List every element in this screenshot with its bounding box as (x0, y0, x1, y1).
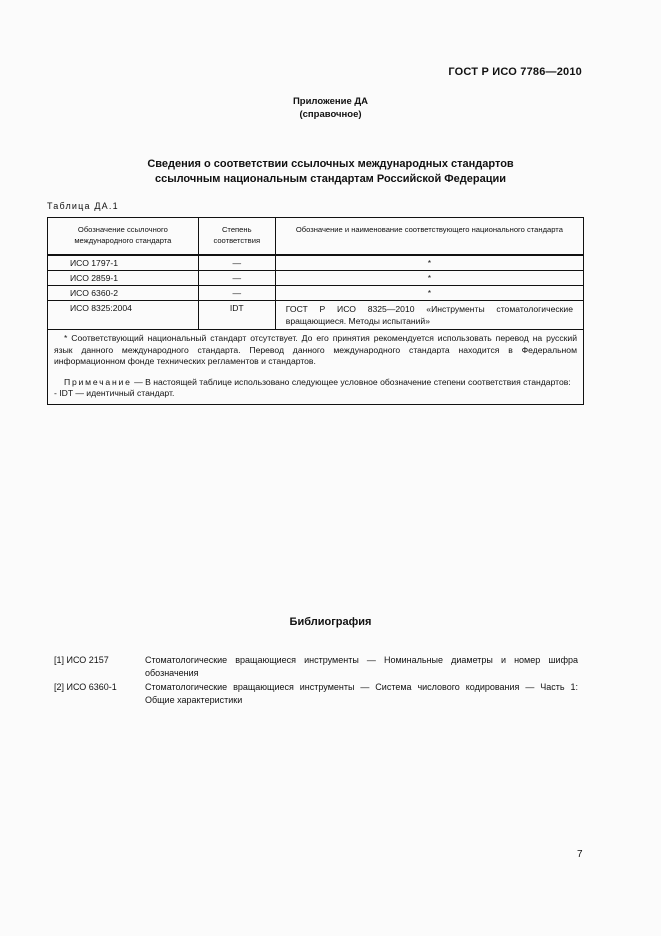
table-caption: Таблица ДА.1 (47, 201, 119, 211)
bibliography-item-text: Стоматологические вращающиеся инструменты — Система числового кодирования — Часть 1: Общие характеристики (145, 682, 578, 705)
annex-heading (0, 95, 661, 121)
cell-degree: IDT (198, 301, 275, 330)
bibliography-item-text: Стоматологические вращающиеся инструменты — Номинальные диаметры и номер шифра обозначения (145, 655, 578, 678)
note-text: — В настоящей таблице использовано следующее условное обозначение степени соответствия стандартов: (131, 376, 571, 387)
cell-ref: ИСО 8325:2004 (48, 301, 199, 330)
table-note (54, 377, 577, 389)
bibliography-item (54, 681, 578, 707)
bibliography-item (54, 654, 578, 680)
page-number: 7 (577, 849, 583, 860)
table-row (48, 301, 584, 330)
correspondence-table (47, 217, 584, 405)
bibliography-item-ref: [1] ИСО 2157 (54, 655, 109, 665)
cell-degree: — (198, 286, 275, 301)
cell-national: * (275, 255, 583, 271)
cell-degree: — (198, 255, 275, 271)
cell-degree: — (198, 271, 275, 286)
section-title (0, 157, 661, 187)
table-footnote: * Соответствующий национальный стандарт отсутствует. До его принятия рекомендуется использовать перевод на русский язык данного международного стандарта. Перевод данного международного стандарта находится в Федеральном информационном фонде технических регламентов и стандартов. (54, 333, 577, 366)
table-row (48, 286, 584, 301)
cell-ref: ИСО 1797-1 (48, 255, 199, 271)
annex-title: Приложение ДА (292, 96, 369, 107)
header-ref-standard: Обозначение ссылочного международного стандарта (48, 218, 199, 256)
bibliography-title: Библиография (289, 616, 372, 628)
cell-ref: ИСО 6360-2 (48, 286, 199, 301)
table-footer-row (48, 330, 584, 405)
header-national-standard: Обозначение и наименование соответствующего национального стандарта (275, 218, 583, 256)
cell-national: * (275, 286, 583, 301)
section-title-line1: Сведения о соответствии ссылочных международных стандартов (147, 158, 514, 170)
table-row (48, 255, 584, 271)
section-title-line2: ссылочным национальным стандартам Российской Федерации (154, 173, 507, 185)
annex-subtitle: (справочное) (299, 109, 362, 120)
table-row (48, 271, 584, 286)
cell-national: ГОСТ Р ИСО 8325—2010 «Инструменты стоматологические вращающиеся. Методы испытаний» (275, 301, 583, 330)
bibliography-item-ref: [2] ИСО 6360-1 (54, 682, 117, 692)
standard-code: ГОСТ Р ИСО 7786—2010 (448, 66, 582, 78)
header-degree: Степень соответствия (198, 218, 275, 256)
cell-ref: ИСО 2859-1 (48, 271, 199, 286)
table-footer (48, 330, 584, 405)
note-item: - IDT — идентичный стандарт. (54, 388, 175, 398)
table-header-row (48, 218, 584, 256)
cell-national: * (275, 271, 583, 286)
note-label: Примечание (64, 376, 132, 387)
